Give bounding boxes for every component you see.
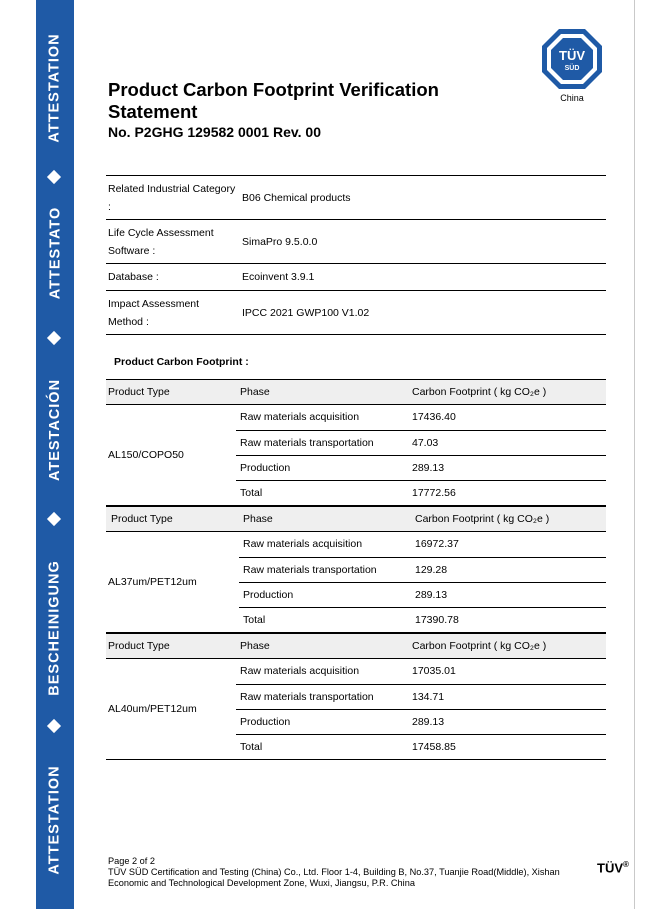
- info-label: Impact Assessment Method :: [106, 291, 238, 335]
- header-product-type: Product Type: [106, 634, 236, 659]
- value-cell: 134.71: [408, 684, 606, 709]
- info-label: Database :: [106, 264, 238, 291]
- phase-cell: Total: [239, 608, 411, 633]
- value-cell: 16972.37: [411, 532, 606, 557]
- phase-cell: Raw materials acquisition: [239, 532, 411, 557]
- sidebar-band: [36, 192, 74, 314]
- info-value: Ecoinvent 3.9.1: [238, 264, 606, 291]
- value-cell: 289.13: [408, 455, 606, 480]
- diamond-icon: [47, 512, 61, 526]
- info-label: Life Cycle Assessment Software :: [106, 220, 238, 264]
- logo-caption: China: [560, 93, 584, 103]
- footer-address-line-2: Economic and Technological Development Zone, Wuxi, Jiangsu, P.R. China: [108, 878, 415, 888]
- title-line-1: Product Carbon Footprint Verification: [108, 79, 439, 100]
- product-name: AL40um/PET12um: [106, 659, 236, 760]
- sidebar-label: ATTESTATO: [47, 206, 64, 300]
- attestation-sidebar: [36, 0, 74, 909]
- diamond-icon: [47, 170, 61, 184]
- table-header-row: [106, 507, 606, 532]
- value-cell: 47.03: [408, 430, 606, 455]
- info-row: [106, 264, 606, 291]
- phase-cell: Production: [236, 455, 408, 480]
- phase-cell: Raw materials acquisition: [236, 659, 408, 684]
- document-number: No. P2GHG 129582 0001 Rev. 00: [108, 124, 321, 140]
- pcf-section-label: Product Carbon Footprint :: [114, 356, 249, 368]
- phase-cell: Production: [236, 709, 408, 734]
- diamond-icon: [47, 719, 61, 733]
- info-label: Related Industrial Category :: [106, 176, 238, 220]
- sidebar-band: [36, 745, 74, 895]
- info-value: B06 Chemical products: [238, 176, 606, 220]
- sidebar-label: ATTESTATION: [47, 33, 64, 143]
- header-product-type: Product Type: [106, 380, 236, 405]
- sidebar-label: BESCHEINIGUNG: [47, 560, 63, 696]
- phase-cell: Raw materials acquisition: [236, 405, 408, 430]
- value-cell: 17772.56: [408, 481, 606, 506]
- header-phase: Phase: [236, 634, 408, 659]
- value-cell: 289.13: [408, 709, 606, 734]
- value-cell: 129.28: [411, 557, 606, 582]
- info-table: [106, 175, 606, 335]
- table-header-row: [106, 634, 606, 659]
- product-name: AL37um/PET12um: [106, 532, 239, 633]
- header-carbon-footprint: Carbon Footprint ( kg CO₂e ): [408, 380, 606, 405]
- table-header-row: [106, 380, 606, 405]
- phase-cell: Production: [239, 582, 411, 607]
- product-name: AL150/COPO50: [106, 405, 236, 506]
- info-row: [106, 176, 606, 220]
- sidebar-band: [36, 18, 74, 158]
- header-carbon-footprint: Carbon Footprint ( kg CO₂e ): [408, 634, 606, 659]
- value-cell: 17035.01: [408, 659, 606, 684]
- info-value: SimaPro 9.5.0.0: [238, 220, 606, 264]
- sidebar-band: [36, 355, 74, 505]
- page-footer: [108, 856, 588, 889]
- phase-cell: Total: [236, 481, 408, 506]
- title-line-2: Statement: [108, 101, 198, 122]
- value-cell: 17458.85: [408, 735, 606, 760]
- footer-address-line-1: TÜV SÜD Certification and Testing (China) Co., Ltd. Floor 1-4, Building B, No.37, Tuanjie Road(Middle), Xishan: [108, 867, 560, 877]
- tuv-trademark: [597, 860, 629, 875]
- value-cell: 17436.40: [408, 405, 606, 430]
- value-cell: 289.13: [411, 582, 606, 607]
- registered-icon: ®: [623, 860, 629, 869]
- sidebar-band: [36, 538, 74, 718]
- table-row: [106, 405, 606, 430]
- diamond-icon: [47, 331, 61, 345]
- pcf-table: [106, 379, 606, 506]
- tuv-sud-logo-icon: [541, 28, 603, 90]
- logo-subtext: SÜD: [564, 65, 580, 72]
- page-number: Page 2 of 2: [108, 856, 155, 866]
- header-phase: Phase: [236, 380, 408, 405]
- info-value: IPCC 2021 GWP100 V1.02: [238, 291, 606, 335]
- info-row: [106, 291, 606, 335]
- table-row: [106, 532, 606, 557]
- header-carbon-footprint: Carbon Footprint ( kg CO₂e ): [411, 507, 606, 532]
- header-phase: Phase: [239, 507, 411, 532]
- phase-cell: Total: [236, 735, 408, 760]
- info-row: [106, 220, 606, 264]
- phase-cell: Raw materials transportation: [236, 430, 408, 455]
- sidebar-label: ATTESTATION: [47, 765, 64, 875]
- pcf-table: [106, 506, 606, 633]
- table-row: [106, 659, 606, 684]
- logo-text: TÜV: [559, 48, 585, 63]
- value-cell: 17390.78: [411, 608, 606, 633]
- sidebar-label: ATESTACIÓN: [47, 378, 64, 482]
- page-title: [108, 79, 439, 123]
- header-product-type: Product Type: [106, 507, 239, 532]
- phase-cell: Raw materials transportation: [236, 684, 408, 709]
- page-edge-line: [634, 0, 635, 909]
- phase-cell: Raw materials transportation: [239, 557, 411, 582]
- tuv-mark-text: TÜV: [597, 860, 623, 876]
- pcf-table: [106, 633, 606, 760]
